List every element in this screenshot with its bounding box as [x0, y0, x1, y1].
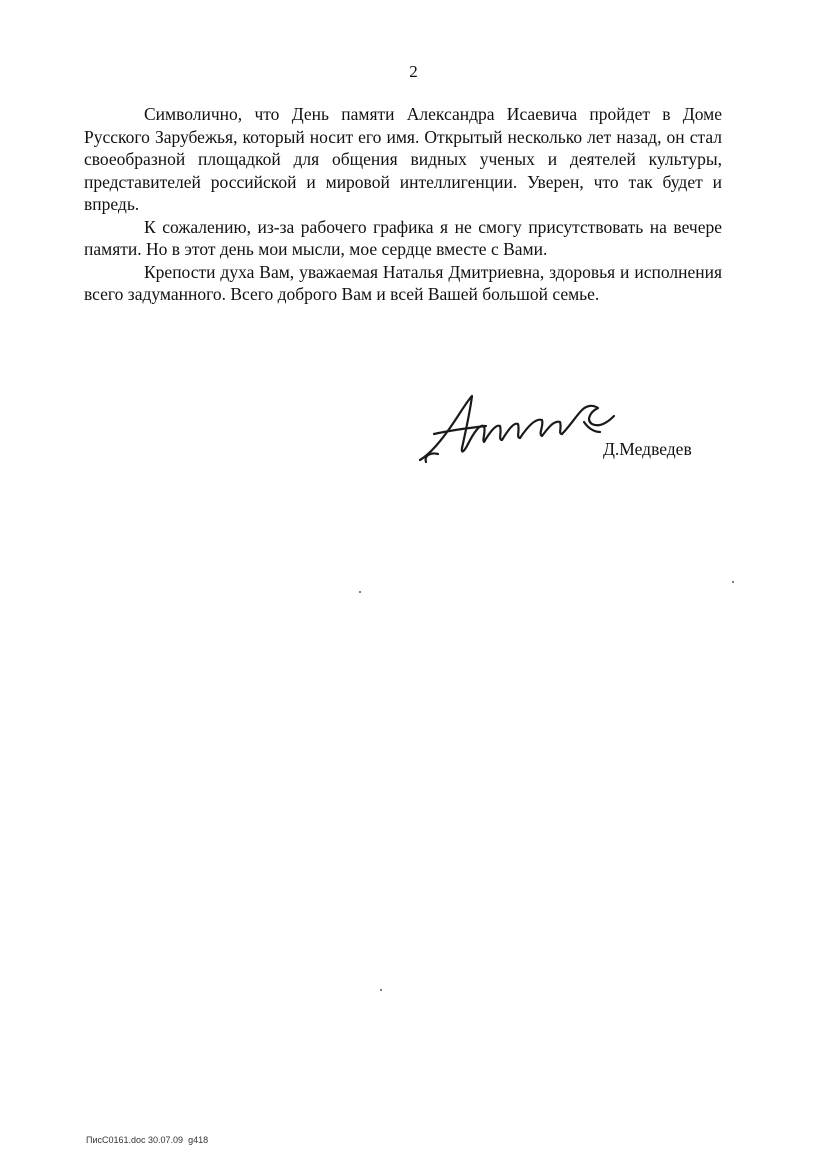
letter-body	[84, 103, 722, 306]
paragraph-3: Крепости духа Вам, уважаемая Наталья Дмитриевна, здоровья и исполнения всего задуманного. Всего доброго Вам и всей Вашей большой семье.	[84, 261, 722, 304]
file-reference-footer: ПисС0161.doc 30.07.09 g418	[86, 1135, 209, 1145]
page-number: 2	[409, 62, 418, 81]
scan-speck	[359, 591, 361, 593]
scan-speck	[380, 989, 382, 991]
paragraph-1: Символично, что День памяти Александра Исаевича пройдет в Доме Русского Зарубежья, который носит его имя. Открытый несколько лет назад, он стал своеобразной площадкой для общения видных ученых и деятелей культуры, представителей российской и мировой интеллигенции. Уверен, что так будет и впредь.	[84, 104, 722, 214]
paragraph-2: К сожалению, из-за рабочего графика я не смогу присутствовать на вечере памяти. Но в этот день мои мысли, мое сердце вместе с Вами.	[84, 216, 722, 259]
handwritten-signature	[412, 382, 622, 472]
signatory-name: Д.Медведев	[603, 439, 692, 459]
scan-speck	[732, 581, 734, 583]
